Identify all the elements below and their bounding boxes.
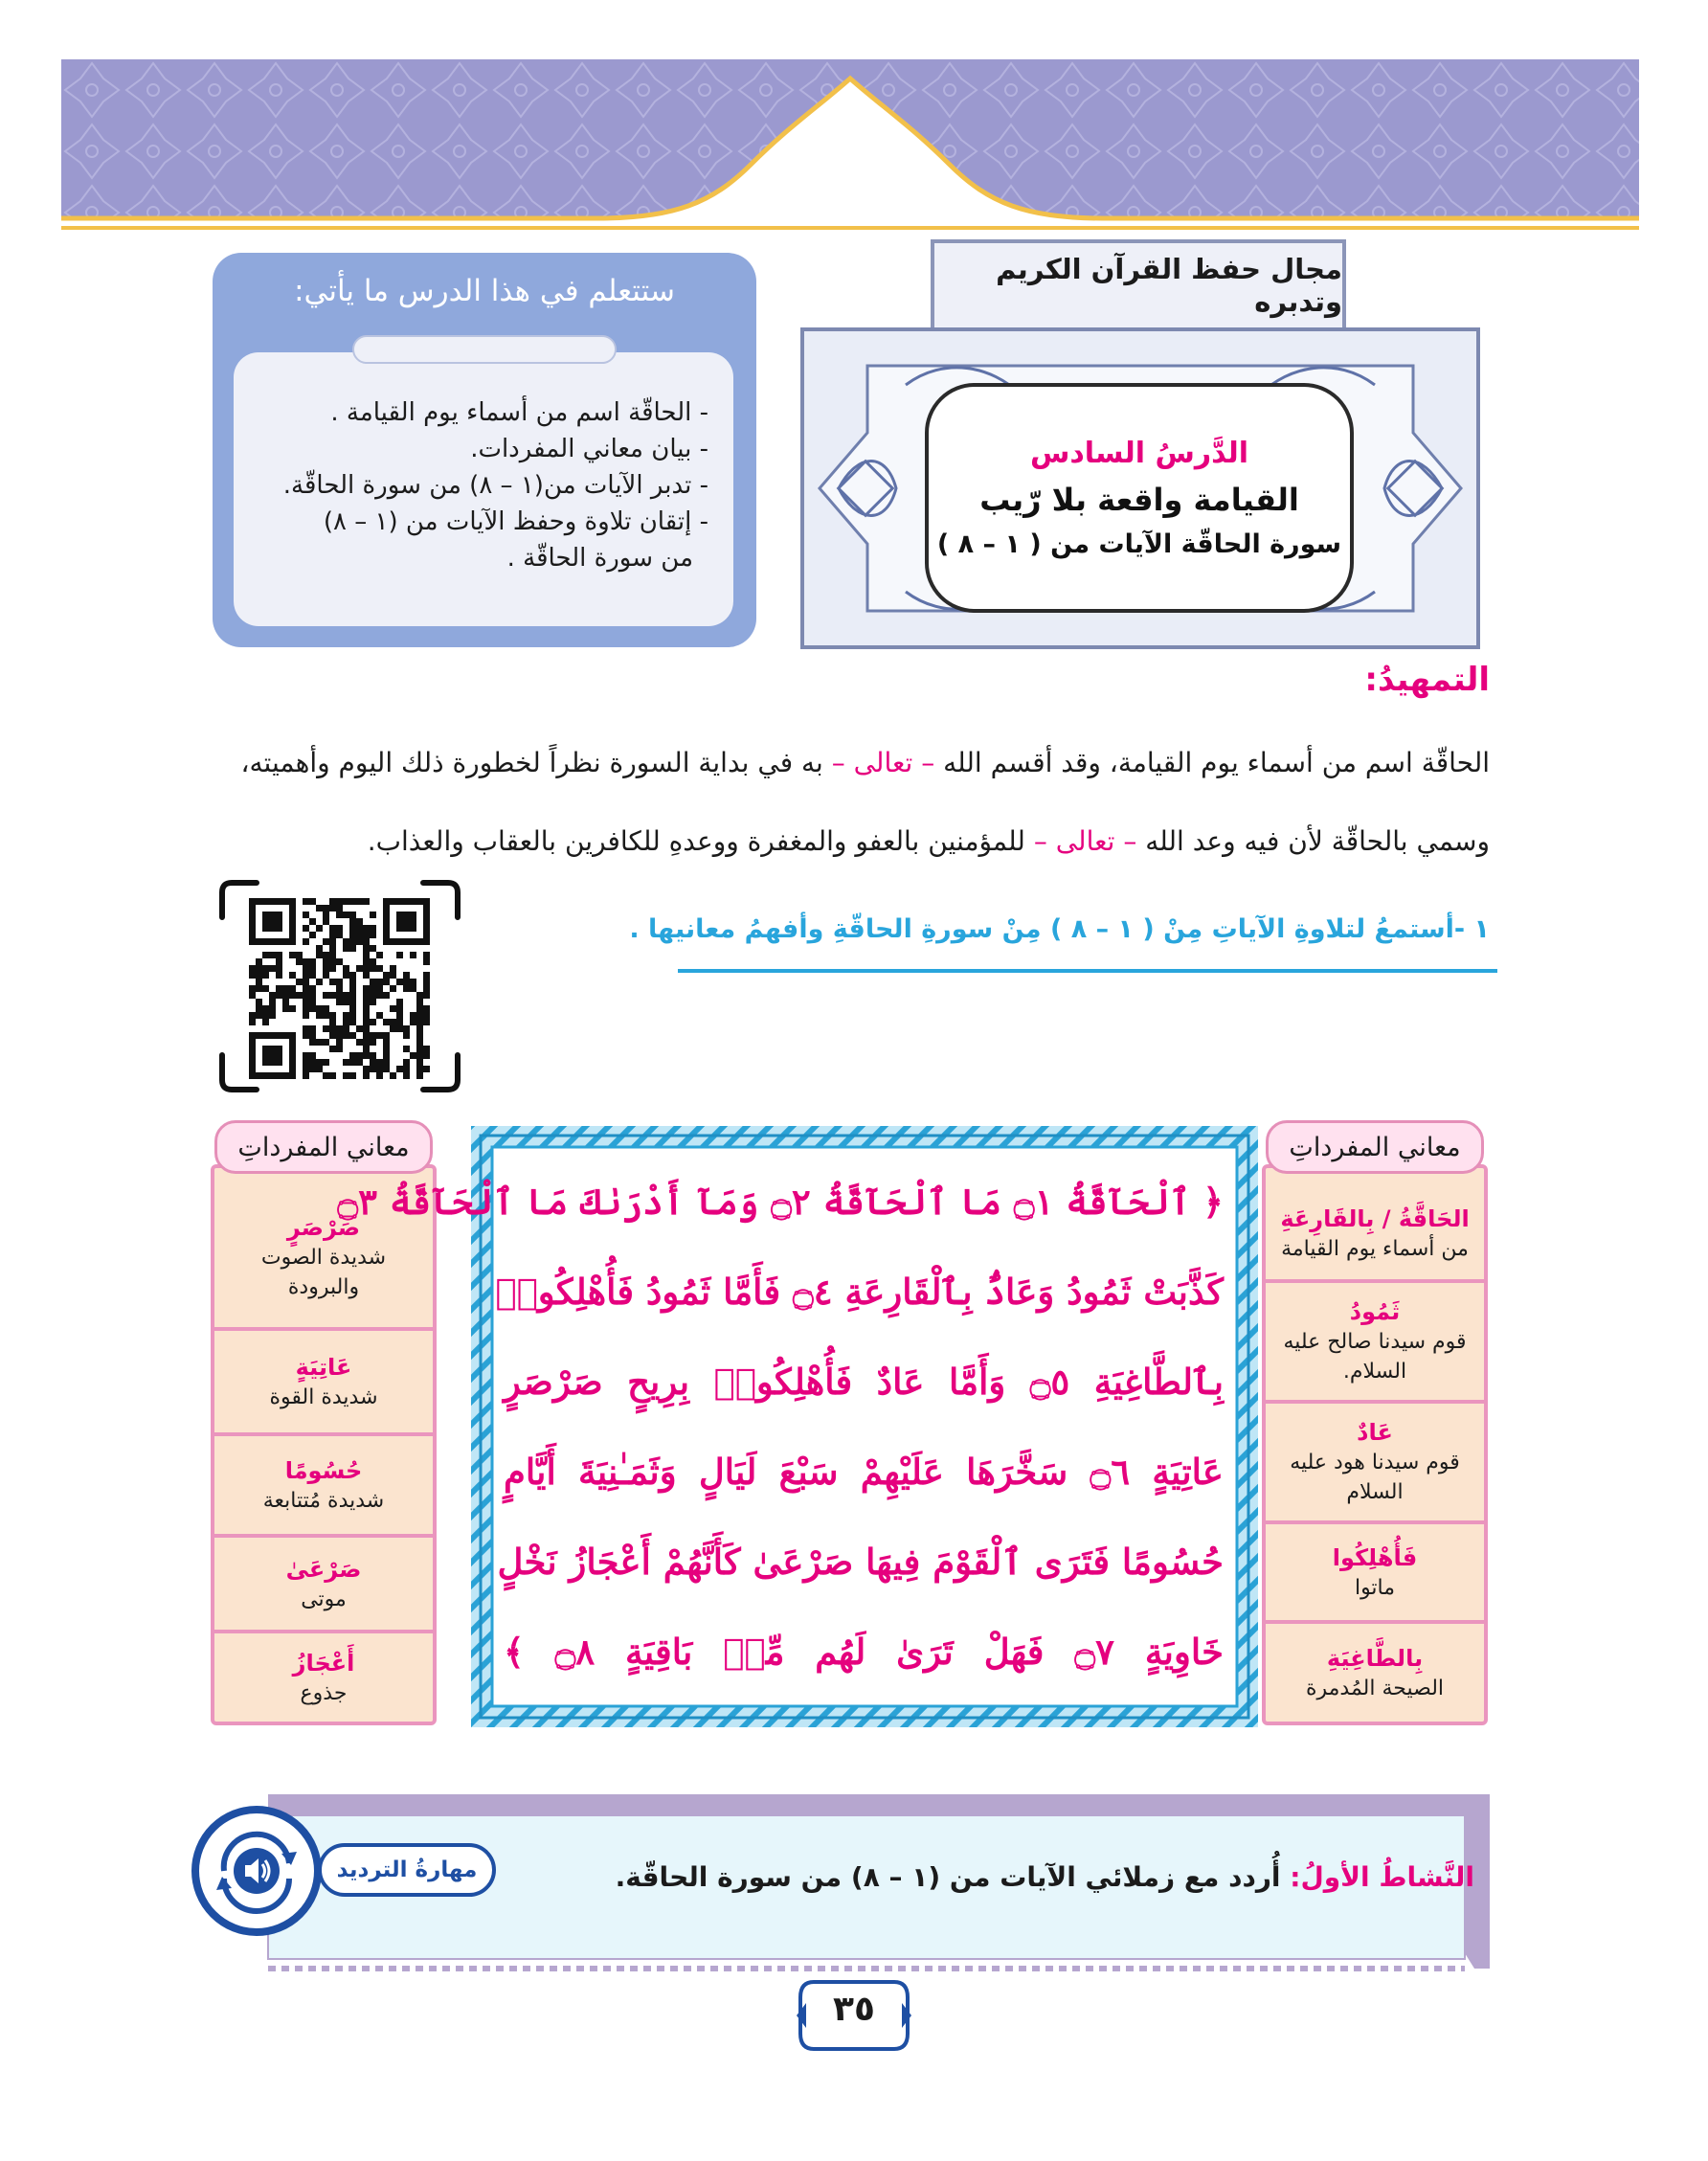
quran-verses — [337, 1160, 1224, 1693]
vocab-word: ثَمُودُ — [1349, 1298, 1401, 1325]
vocab-entry — [1266, 1624, 1484, 1722]
vocab-word: عَاتِيَةٍ — [295, 1353, 352, 1381]
vocab-meaning: من أسماء يوم القيامة — [1281, 1236, 1469, 1261]
vocab-column-left — [211, 1164, 437, 1725]
objective-item: - إتقان تلاوة وحفظ الآيات من (١ – ٨) — [323, 507, 708, 536]
lesson-number: الدَّرسُ السادس — [1029, 437, 1249, 470]
vocab-meaning: موتى — [301, 1587, 347, 1611]
intro-text: الحاقّة اسم من أسماء يوم القيامة، وقد أقسم الله — [934, 747, 1490, 778]
vocab-entry — [214, 1538, 433, 1633]
intro-paragraph-line-2 — [207, 825, 1490, 857]
vocab-meaning: جذوع — [300, 1680, 348, 1705]
repetition-skill-badge: مهارةُ الترديد — [318, 1843, 496, 1897]
instruction-underline — [678, 969, 1497, 973]
vocab-meaning: الصيحة المُدمرة — [1305, 1676, 1445, 1700]
vocab-word: أَعْجَازُ — [292, 1649, 355, 1677]
vocab-word: الحَاقَّةُ / بِالقَارِعَةِ — [1280, 1204, 1470, 1232]
lesson-surah-range: سورة الحاقّة الآيات من ( ١ – ٨ ) — [936, 529, 1342, 559]
vocab-heading-right: معاني المفرداتِ — [1266, 1120, 1484, 1174]
vocab-heading-left: معاني المفرداتِ — [214, 1120, 433, 1174]
quran-line: خَاوِيَةٍ ۝٧ فَهَلْ تَرَىٰ لَهُم مِّنۢ بَاقِيَةٍ ۝٨ ﴾ — [504, 1631, 1224, 1673]
intro-accent: – تعالى – — [1033, 825, 1137, 857]
lesson-card — [925, 383, 1354, 613]
vocab-word: حُسُومًا — [284, 1456, 363, 1484]
vocab-meaning: شديدة مُتتابعة — [262, 1488, 385, 1513]
activity-label: النَّشاطُ الأولُ: — [1290, 1861, 1474, 1893]
section-tag — [931, 239, 1346, 331]
vocab-word: صَرْصَرٍ — [286, 1214, 361, 1241]
top-decorative-banner — [61, 59, 1639, 232]
intro-title: التمهيدُ: — [1364, 661, 1490, 699]
vocab-entry — [1266, 1168, 1484, 1283]
intro-paragraph-line-1 — [207, 747, 1490, 778]
vocab-word: عَادٌ — [1357, 1419, 1393, 1446]
vocab-meaning: قوم سيدنا هود عليه السلام — [1290, 1451, 1460, 1504]
vocab-meaning: ماتوا — [1354, 1575, 1396, 1600]
vocab-entry — [214, 1331, 433, 1436]
quran-line: كَذَّبَتْ ثَمُودُ وَعَادٌۢ بِٱلْقَارِعَةِ ۝٤ فَأَمَّا ثَمُودُ فَأُهْلِكُوا۟ — [495, 1271, 1224, 1313]
vocab-entry — [214, 1436, 433, 1538]
listening-instruction: ١ -أستمعُ لتلاوةِ الآياتِ مِنْ ( ١ – ٨ ) مِنْ سورةِ الحاقّةِ وأفهمُ معانيها . — [629, 914, 1490, 944]
lesson-title: القيامة واقعة بلا رّيب — [979, 482, 1299, 518]
vocab-word: فَأُهْلِكُوا — [1332, 1543, 1418, 1571]
quran-line: ﴿ ٱلْحَآقَّةُ ۝١ مَا ٱلْحَآقَّةُ ۝٢ وَمَآ أَدْرَىٰكَ مَا ٱلْحَآقَّةُ ۝٣ — [337, 1181, 1224, 1223]
activity-instruction: أُردد مع زملائي الآيات من (١ – ٨) من سورة الحاقّة. — [615, 1861, 1291, 1893]
objectives-pill-decoration — [352, 335, 617, 364]
quran-line: عَاتِيَةٍ ۝٦ سَخَّرَهَا عَلَيْهِمْ سَبْعَ لَيَالٍ وَثَمَـٰنِيَةَ أَيَّامٍ — [504, 1451, 1224, 1493]
audio-replay-icon[interactable] — [190, 1804, 324, 1938]
objective-item: - بيان معاني المفردات. — [470, 435, 708, 463]
quran-line: بِٱلطَّاغِيَةِ ۝٥ وَأَمَّا عَادٌ فَأُهْلِكُوا۟ بِرِيحٍ صَرْصَرٍ — [504, 1361, 1224, 1403]
vocab-word: بِالطَّاغِيَةِ — [1326, 1644, 1424, 1672]
vocab-column-right — [1262, 1164, 1488, 1725]
quran-line: حُسُومًا فَتَرَى ٱلْقَوْمَ فِيهَا صَرْعَىٰ كَأَنَّهُمْ أَعْجَازُ نَخْلٍ — [497, 1541, 1224, 1583]
page-number: ٣٥ — [833, 1990, 875, 2029]
vocab-entry — [1266, 1524, 1484, 1624]
objective-item: - الحاقّة اسم من أسماء يوم القيامة . — [330, 398, 708, 427]
section-label: مجال حفظ القرآن الكريم وتدبره — [996, 253, 1342, 318]
intro-text: وسمي بالحاقّة لأن فيه وعد الله — [1136, 825, 1490, 857]
intro-accent: – تعالى – — [831, 747, 935, 778]
objective-item: - تدبر الآيات من(١ – ٨) من سورة الحاقّة. — [282, 471, 708, 500]
vocab-meaning: شديدة القوة — [269, 1384, 378, 1409]
vocab-entry — [1266, 1283, 1484, 1404]
objectives-title: ستتعلم في هذا الدرس ما يأتي: — [294, 274, 675, 308]
objective-item: من سورة الحاقّة . — [506, 544, 693, 573]
qr-code[interactable] — [218, 879, 461, 1093]
vocab-word: صَرْعَىٰ — [285, 1555, 362, 1583]
objectives-list — [253, 394, 708, 576]
vocab-meaning: شديدة الصوت والبرودة — [260, 1246, 387, 1299]
activity-text — [615, 1861, 1474, 1893]
vocab-entry — [214, 1633, 433, 1722]
vocab-meaning: قوم سيدنا صالح عليه السلام. — [1283, 1330, 1467, 1384]
intro-text: للمؤمنين بالعفو والمغفرة ووعدهِ للكافرين بالعقاب والعذاب. — [367, 825, 1034, 857]
vocab-entry — [1266, 1404, 1484, 1524]
intro-text: به في بداية السورة نظراً لخطورة ذلك اليوم وأهميته، — [240, 747, 832, 778]
objectives-list-panel — [234, 352, 733, 626]
